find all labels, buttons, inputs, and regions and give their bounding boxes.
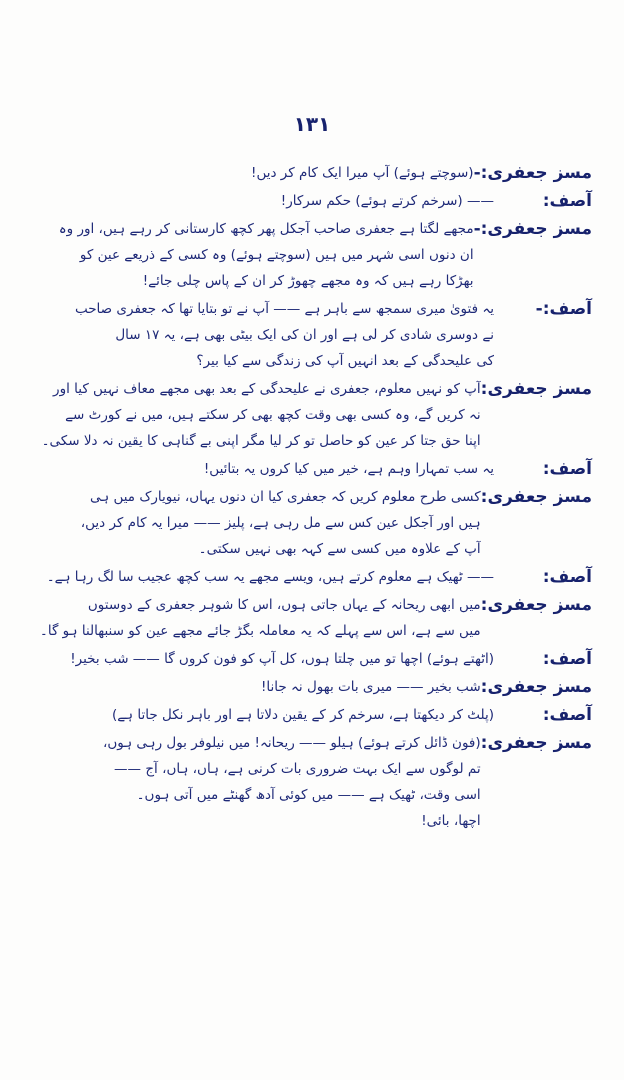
dialogue-line: یہ فتویٰ میری سمجھ سے باہر ہے —— آپ نے تو بتایا تھا کہ جعفری صاحب	[74, 301, 494, 317]
dialogue-entry	[46, 564, 592, 590]
speaker-name: آصف:	[542, 459, 592, 479]
dialogue-entry	[52, 674, 592, 700]
dialogue-line: تم لوگوں سے ایک بہت ضروری بات کرنی ہے، ہاں، ہاں، آج ——	[114, 761, 481, 777]
dialogue-line: میں سے ہے، اس سے پہلے کہ یہ معاملہ بگڑ جائے مجھے عین کو سنبھالنا ہو گا۔	[39, 623, 481, 639]
dialogue-lines	[52, 702, 494, 728]
dialogue-lines	[52, 216, 474, 294]
dialogue-line: آپ کو نہیں معلوم، جعفری نے علیحدگی کے بعد بھی مجھے معاف نہیں کیا اور	[53, 381, 481, 397]
dialogue-line: (فون ڈائل کرتے ہوئے) ہیلو —— ریحانہ! میں نیلوفر بول رہی ہوں،	[102, 735, 481, 751]
dialogue-line: (پلٹ کر دیکھتا ہے، سرخم کر کے یقین دلاتا ہے اور باہر نکل جاتا ہے)	[111, 707, 494, 723]
dialogue-line: اپنا حق جتا کر عین کو حاصل تو کر لیا مگر اپنی بے گناہی کا یقین نہ دلا سکی۔	[41, 433, 481, 449]
dialogue-lines	[52, 160, 474, 186]
speaker-name: مسز جعفری:	[480, 677, 592, 697]
dialogue-entry	[39, 592, 592, 644]
dialogue-entry	[52, 646, 592, 672]
dialogue-entry	[52, 730, 592, 834]
speaker-name: مسز جعفری:	[480, 379, 592, 399]
dialogue-line: (اٹھتے ہوئے) اچھا تو میں چلتا ہوں، کل آپ کو فون کروں گا —— شب بخیر!	[70, 651, 494, 667]
play-script	[39, 160, 592, 836]
dialogue-entry	[52, 188, 592, 214]
dialogue-entry	[52, 216, 592, 294]
dialogue-line: —— ٹھیک ہے معلوم کرتے ہیں، ویسے مجھے یہ سب کچھ عجیب سا لگ رہا ہے۔	[46, 569, 494, 585]
dialogue-entry	[41, 376, 592, 454]
dialogue-line: نے دوسری شادی کر لی ہے اور ان کی ایک بیٹی بھی ہے، یہ ۱۷ سال	[115, 327, 494, 343]
dialogue-lines	[52, 646, 494, 672]
dialogue-line: —— (سرخم کرتے ہوئے) حکم سرکار!	[280, 193, 494, 209]
dialogue-entry	[52, 456, 592, 482]
dialogue-entry	[52, 160, 592, 186]
dialogue-entry	[52, 296, 592, 374]
dialogue-lines	[52, 674, 481, 700]
dialogue-lines	[52, 296, 494, 374]
dialogue-lines	[52, 456, 494, 482]
dialogue-line: ان دنوں اسی شہر میں ہیں (سوچتے ہوئے) وہ کسی کے ذریعے عین کو	[79, 247, 474, 263]
dialogue-lines	[52, 484, 481, 562]
dialogue-lines	[52, 730, 481, 834]
speaker-name: مسز جعفری:-	[473, 219, 592, 239]
dialogue-lines	[42, 376, 481, 454]
dialogue-line: اسی وقت، ٹھیک ہے —— میں کوئی آدھ گھنٹے میں آتی ہوں۔	[136, 787, 481, 803]
dialogue-line: ہیں اور آجکل عین کس سے مل رہی ہے، پلیز —— میرا یہ کام کر دیں،	[80, 515, 481, 531]
dialogue-lines	[52, 188, 494, 214]
dialogue-line: نہ کریں گے، وہ کسی بھی وقت کچھ بھی کر سکتے ہیں، میں نے کورٹ سے	[65, 407, 481, 423]
dialogue-line: شب بخیر —— میری بات بھول نہ جانا!	[260, 679, 481, 695]
dialogue-line: کسی طرح معلوم کریں کہ جعفری کیا ان دنوں یہاں، نیویارک میں ہی	[90, 489, 481, 505]
dialogue-entry	[52, 484, 592, 562]
speaker-name: آصف:	[542, 705, 592, 725]
dialogue-line: آپ کے علاوہ میں کسی سے کہہ بھی نہیں سکتی۔	[198, 541, 481, 557]
dialogue-line: یہ سب تمہارا وہم ہے، خیر میں کیا کروں یہ بتائیں!	[203, 461, 494, 477]
dialogue-lines	[47, 564, 494, 590]
speaker-name: مسز جعفری:	[480, 733, 592, 753]
dialogue-line: میں ابھی ریحانہ کے یہاں جاتی ہوں، اس کا شوہر جعفری کے دوستوں	[87, 597, 481, 613]
speaker-name: مسز جعفری:-	[473, 163, 592, 183]
dialogue-line: بھڑکا رہے ہیں کہ وہ مجھے چھوڑ کر ان کے پاس چلی جائے!	[142, 273, 474, 289]
dialogue-lines	[40, 592, 481, 644]
speaker-name: مسز جعفری:	[480, 487, 592, 507]
speaker-name: آصف:	[542, 191, 592, 211]
dialogue-line: مجھے لگتا ہے جعفری صاحب آجکل پھر کچھ کارستانی کر رہے ہیں، اور وہ	[58, 221, 474, 237]
dialogue-line: اچھا، بائی!	[421, 813, 481, 829]
speaker-name: آصف:-	[535, 299, 592, 319]
dialogue-line: کی علیحدگی کے بعد انہیں آپ کی زندگی سے کیا بیر؟	[196, 353, 494, 369]
speaker-name: آصف:	[542, 567, 592, 587]
speaker-name: مسز جعفری:	[480, 595, 592, 615]
speaker-name: آصف:	[542, 649, 592, 669]
dialogue-entry	[52, 702, 592, 728]
page-number: ۱۳۱	[293, 112, 331, 136]
dialogue-line: (سوچتے ہوئے) آپ میرا ایک کام کر دیں!	[251, 165, 474, 181]
